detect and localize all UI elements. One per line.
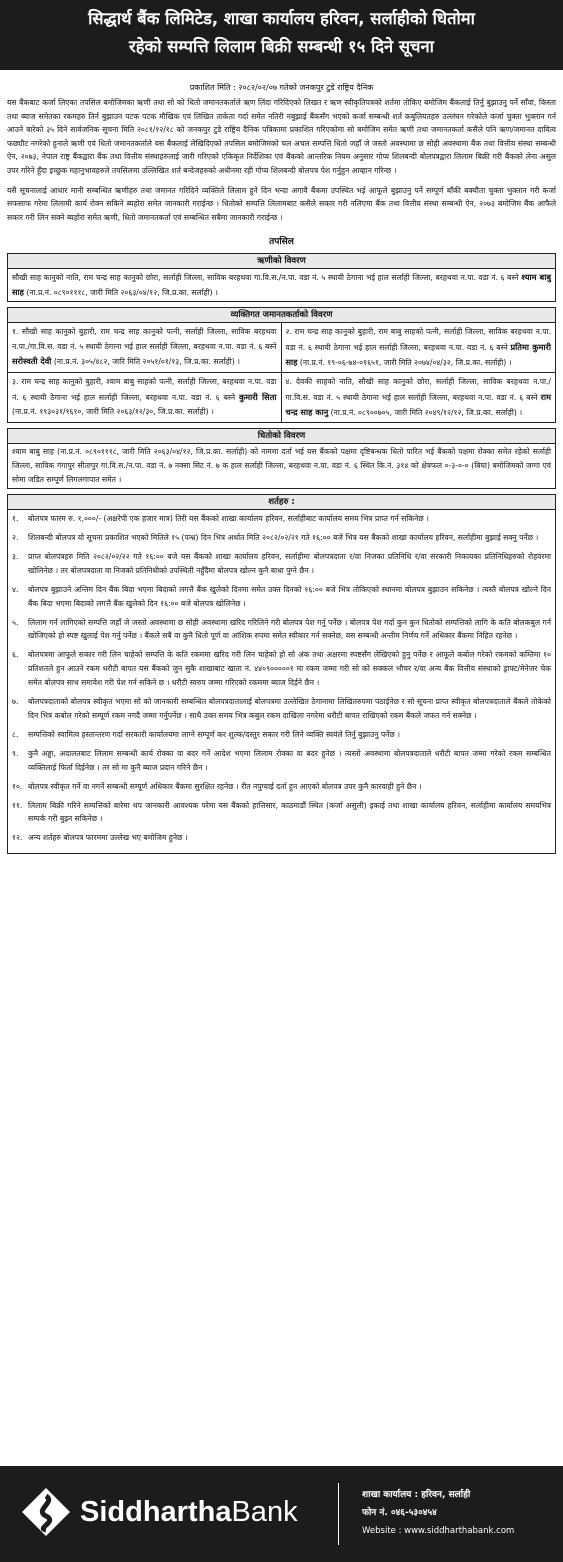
condition-text: बोलपत्र फारम रु. १,०००/- (अक्षरेपी एक हजार मात्र) तिरी यस बैंकको शाखा कार्यालय हरिवन, सर्लाहीबाट कार्यालय समय भित्र प्राप्त गर्न सकिनेछ । xyxy=(28,514,429,524)
condition-item xyxy=(12,512,551,526)
guarantor-pre: ४. देवकी साहको नाति, सौखी साह कानुको छोरा, सर्लाही जिल्ला, साविक बरहथवा न.पा./गा.वि.स. वडा नं. ५ स्थायी ठेगाना भई हाल सर्लाही जिल्ला, बरहथवा न.पा. वडा नं. ६ बस्ने xyxy=(285,377,551,402)
condition-item xyxy=(12,799,551,827)
borrower-post: (ना.प्र.नं. ०८९०१११८, जारी मिति २०६३/०४/१२, जि.प्र.का. सर्लाही) । xyxy=(24,288,218,298)
condition-item xyxy=(12,728,551,742)
notice-footer xyxy=(0,1466,563,1562)
website-link[interactable]: Website : www.siddharthabank.com xyxy=(362,1526,515,1536)
condition-text: प्राप्त बोलपत्रहरु मिति २०८२/०२/२२ गते १६:०० बजे यस बैंकको शाखा कार्यालय हरिवन, सर्लाहीमा बोलपत्रदाता र/वा निजका प्रतिनिधि र/वा सरकारी निकायका प्रतिनिधिहरुको रोहवरमा खोलिनेछ । तर बोलपत्रदाता वा निजको प्रतिनिधीको उपस्थिती नहुँदैमा बोलपत्र खोल्न कुनै बाधा पुग्ने छैन । xyxy=(28,551,551,575)
conditions-heading: शर्तहरु : xyxy=(8,495,555,510)
condition-item xyxy=(12,831,551,845)
condition-number: ५. xyxy=(12,617,19,627)
contact-info xyxy=(362,1486,514,1540)
condition-text: अन्य शर्तहरु बोलपत्र फारममा उल्लेख भए बमोजिम हुनेछ । xyxy=(28,833,188,843)
condition-item xyxy=(12,550,551,578)
condition-item xyxy=(12,531,551,545)
guarantor-name: कुमारी सिता xyxy=(238,391,277,402)
footer-divider xyxy=(338,1483,339,1545)
guarantor-pre: ३. राम चन्द्र साह कानुको बुहारी, श्याम बाबु साहको पत्नी, सर्लाही जिल्ला, बरहथवा न.पा. वडा नं. ६ स्थायी ठेगाना भई हाल सर्लाही जिल्ला, बरहथवा न.पा. वडा नं. ६ बस्ने xyxy=(12,377,277,402)
guarantor-section xyxy=(7,307,556,423)
condition-item xyxy=(12,616,551,644)
condition-item xyxy=(12,695,551,723)
condition-number: ८. xyxy=(12,729,19,739)
publication-date: प्रकाशित मिति : २०८२/०२/०७ गतेको जनकपुर टुडे राष्ट्रिय दैनिक xyxy=(189,83,374,92)
brand-name-bold: Siddhartha xyxy=(80,1496,232,1528)
condition-number: ६. xyxy=(12,650,19,660)
condition-text: बोलपत्र स्वीकृत गर्ने वा नगर्ने सम्बन्धी सम्पूर्ण अधिकार बैंकमा सुरक्षित रहनेछ । रीत नपुग्याई दर्ता हुन आएको बोलपत्र उपर कुनै कारवाही हुने छैन । xyxy=(28,781,422,791)
collateral-section xyxy=(7,428,556,489)
condition-number: ४. xyxy=(12,584,19,594)
branch-office: शाखा कार्यालय : हरिवन, सर्लाही xyxy=(362,1490,471,1500)
condition-text: लिलाम गर्न लागिएको सम्पत्ति जहाँ जे जस्तो अवस्थामा छ सोही अवस्थामा खरिद गरिलिने गरी बोलपत्र पेश गर्नु पर्नेछ । बोलपत्र पेश गर्दा कुन कुन धितोको सम्पत्तिको लागि के कति बोलकबुल गर्न खोजिएको हो स्पष्ट खुलाई पेश गर्नु पर्नेछ । बैंकले सबै वा कुनै धितो पूर्ण वा आंशिक रुपमा समेत स्वीकार गर्न सक्नेछ, यस सम्बन्धी अन्तीम निर्णय गर्ने अधिकार बैंकमा निहित रहनेछ । xyxy=(28,617,551,641)
condition-text: सम्पत्तिको स्वामित्व हस्तान्तरण गर्दा सरकारी कार्यालयमा लाग्ने सम्पूर्ण कर शुल्क/दस्तुर सकार गरी लिने व्यक्ति स्वयंले तिर्नु बुझाउनु पर्नेछ । xyxy=(28,729,400,739)
phone-number: फोन नं. ०४६-५३०४५४ xyxy=(362,1508,437,1518)
notice-title-line2: रहेको सम्पत्ति लिलाम बिक्री सम्बन्धी १५ दिने सूचना xyxy=(129,37,434,56)
intro-paragraph-2: यसै सूचनालाई आधार मानी सम्बन्धित ऋणीहरु तथा जमानत गरिदिने व्यक्तिले लिलाम हुने दिन भन्दा अगावै बैंकमा उपस्थित भई आफूले बुझाउनु पर्ने सम्पूर्ण बाँकी बक्यौता चुक्ता भुक्तान गरी कर्जा सफसाफ गरेमा लिलामी कार्य रोक्न सकिने ब्यहोरा समेत जानकारी गराईन्छ । धितोको सम्पत्ति लिलामबाट कसैले सकार गरी नलिएमा बैंक तथा वित्तीय संस्था सम्बन्धी ऐन, २०७३ बमोजिम बैंक आफैले सकार गरी लिन सक्ने ब्यहोरा समेत ऋणी, धितो जमानतकर्ता एवं सम्बन्धित सबैमा जानकारी गराईन्छ । xyxy=(7,185,556,222)
guarantor-pre: २. राम चन्द्र साह कानुको बुहारी, राम बाबु साहको पत्नी, सर्लाही जिल्ला, साविक बरहथवा न.पा. वडा नं. ६ स्थायी ठेगाना भई हाल सर्लाही जिल्ला, बरहथवा न.पा. वडा नं. ६ बस्ने xyxy=(285,327,551,352)
condition-text: बोलपत्रदाताको बोलपत्र स्वीकृत भएमा सो को जानकारी सम्बन्धित बोलपत्रदातालाई बोलपत्रमा उल्लेखित ठेगानामा लिखितरुपमा पठाईनेछ र सो सूचना प्राप्त स्वीकृत बोलपत्रदाताले बैंकले तोकेको दिन भित्र कबोल गरेको सम्पूर्ण रकम नगदै जम्मा गर्नुपर्नेछ । साथै उक्त समय भित्र कबुल रकम दाखिला नगरेमा धरौटी बापत राखिएको रकम बैंकले जफत गर्न सक्नेछ । xyxy=(28,697,551,720)
condition-number: २. xyxy=(12,533,19,543)
condition-number: १. xyxy=(12,514,19,524)
guarantor-item xyxy=(282,372,556,422)
intro-paragraph-1: यस बैंकबाट कर्जा लिएका तपसिल बमोजिमका ऋणी तथा सो को धितो जमानतकर्ताले ऋण लिंदा गरिदिएको लिखत र ऋण स्वीकृतिपत्रको शर्तमा तोकिए बमोजिम बैंकलाई तिर्नु बुझाउनु पर्ने साँवा, किस्ता तथा ब्याज समेतका रकमहरु तिर्न बुझाउन पटक पटक मौखिक एवं लिखित ताकेता गर्दा समेत नतिरी नबुझाई बैंकसँग भएको कर्जा सम्बन्धी शर्त कबुलियतहरु उल्लंघन गरेकोले कर्जा चुक्ता भुक्तान गर्न आउने बारेको ३५ दिने सार्वजनिक सूचना मिति २०८१/१२/१८ को जनकपुर टुडे राष्ट्रिय दैनिक पत्रिकामा प्रकाशित गरिएकोमा सो बमोजिम समेत ऋणी तथा जमानतकर्ता कसैले पनि ऋण/जमानत दायित्व फछ्यौट नगरेको हुनाले ऋणी एवं धितो जमानतकर्ताले यस बैंकलाई लेखिदिएको तपसिल बमोजिमको चल अचल सम्पत्ति धितो जहाँ जे जस्तो अवस्थामा छ सोही अवस्थामा बैंक तथा वित्तीय संस्था सम्बन्धी ऐन, २०७३, नेपाल राष्ट्र बैंकद्वारा बैंक तथा वित्तीय संस्थाहरुलाई जारी गरिएको एकिकृत निर्देशिका एवं बैंकको आन्तरिक नियम अनुसार गोप्य शिलबन्दी बोलपत्रद्वारा लिलाम बिक्री गरी बैंकको लेना असुल उपर गरिने हुँदा इच्छुक महानुभावहरुले तपसिलमा उल्लिखित शर्त बन्देजहरुको अधीनमा रही गोप्य शिलबन्दी बोलपत्र पेश गर्नुहुन आव्हान गरिन्छ । xyxy=(7,98,556,175)
condition-item xyxy=(12,747,551,775)
condition-item xyxy=(12,583,551,611)
condition-text: बोलपत्रमा आफूले सकार गरी लिन चाहेको सम्पत्ति के कति रकममा खरिद गरी लिन चाहेको हो सो अंक तथा अक्षरमा स्पष्टसँग लेखिएको हुनु पर्नेछ र आफूले कबोल गरेको रकमको कम्तिमा १० प्रतिशतले हुन आउने रकम धरौटी बापत यस बैंकको जुन सुकै शाखाबाट खाता नं. ४४०९०००००१ मा रकम जम्मा गरी सो को सक्कल भौचर र/वा अन्य बैंक वित्तीय संस्थाको ड्राफ्ट/मेनेजर चेक समेत बोलपत्र साथ समावेश गरी पेश गर्न सकिने छ । धरौटी स्वरुप जम्मा गरिएको रकममा ब्याज दिईने छैन । xyxy=(28,650,551,688)
condition-item xyxy=(12,648,551,690)
condition-number: ९. xyxy=(12,748,19,758)
borrower-section xyxy=(7,253,556,302)
condition-text: लिलाम बिक्री गरिने सम्पत्तिको बारेमा थप जानकारी आवश्यक परेमा यस बैंकको हात्तिसार, काठमाडौं स्थित (कर्जा असुली) इकाई तथा शाखा कार्यालय हरिवन, सर्लाहीमा कार्यालय समयभित्र सम्पर्क गरी बुझ्न सकिनेछ । xyxy=(28,800,551,824)
guarantor-name: प्रतिमा कुमारी साह xyxy=(285,341,552,367)
condition-text: शिलबन्दी बोलपत्र यो सूचना प्रकाशित भएको मितिले १५ (पन्ध्र) दिन भित्र अर्थात मिति २०८२/०२/२१ गते १६:०० बजे भित्र यस बैंकको शाखा कार्यालय हरिवन, सर्लाहीमा बुझाई सक्नु पर्नेछ । xyxy=(28,533,539,543)
condition-text: कुनै अड्डा, अदालतबाट लिलाम सम्बन्धी कार्य रोक्का वा बदर गर्ने आदेश भएमा लिलाम रोक्का वा बदर हुनेछ । त्यस्तो अवस्थामा बोलपत्रदाताले धरौटी बापत जम्मा गरेको रकम सम्बन्धित व्यक्तिलाई फिर्ता दिईनेछ । तर सो मा कुनै ब्याज प्रदान गरिने छैन । xyxy=(28,748,551,772)
notice-title-line1: सिद्धार्थ बैंक लिमिटेड, शाखा कार्यालय हरिवन, सर्लाहीको धितोमा xyxy=(88,9,475,28)
tapsil-heading: तपसिल xyxy=(269,237,294,248)
guarantor-post: (ना.प्र.नं. १९३०३१/१६१०, जारी मिति २०६३/१२/३०, जि.प्र.का. सर्लाही) । xyxy=(12,406,214,416)
borrower-details xyxy=(8,269,555,301)
condition-item xyxy=(12,780,551,794)
condition-text: बोलपत्र बुझाउने अन्तिम दिन बैंक बिदा भएमा बिदाको लगत्तै बैंक खुलेको दिनमा समेत उक्त दिनको १६:०० बजे भित्र तोकिएको स्थानमा बोलपत्र बुझाउन सकिनेछ । त्यस्तै बोलपत्र खोल्ने दिन बैंक बिदा भएमा बिदाको लगत्तै बैंक खुलेको दिन १६:०० बजे बोलपत्र खोलिनेछ । xyxy=(28,584,551,608)
notice-header xyxy=(0,0,563,70)
siddhartha-logo-icon xyxy=(20,1486,72,1538)
condition-number: ३. xyxy=(12,551,19,561)
brand-name-regular: Bank xyxy=(231,1496,298,1528)
borrower-name: श्याम बाबु साह xyxy=(12,272,551,298)
brand-name xyxy=(80,1496,298,1529)
guarantor-post: (ना.प्र.नं. ३०५/४८२, जारि मिति २०५१/०१/१३, जि.प्र.का. सर्लाही) । xyxy=(51,356,240,366)
condition-number: ७. xyxy=(12,697,19,707)
conditions-list xyxy=(8,510,555,853)
guarantor-post: (ना.प्र.नं. ०८९००७०५, जारी मिति २०४९/१२/१२, जि.प्र.का. सर्लाही) । xyxy=(328,407,523,417)
guarantor-item xyxy=(8,372,282,422)
condition-number: ११. xyxy=(12,800,23,810)
condition-number: १२. xyxy=(12,833,23,843)
guarantor-item xyxy=(8,323,282,372)
conditions-section xyxy=(7,494,556,854)
guarantor-pre: १. सौखी साह कानुको बुहारी, राम चन्द्र साह कानुको पत्नी, सर्लाही जिल्ला, साविक बरहथवा न.पा./गा.वि.स. वडा नं. ५ स्थायी ठेगाना भई हाल सर्लाही जिल्ला, बरहथवा न.पा. वडा नं. ६ बस्ने xyxy=(12,327,277,351)
borrower-pre: सौखी साह कानुको नाति, राम चन्द्र साह कानुको छोरा, सर्लाही जिल्ला, साविक बरहथवा गा.वि.स./न.पा. वडा नं. ५ स्थायी ठेगाना भई हाल सर्लाही जिल्ला, बरहथवा न.पा. वडा नं. ६ बस्ने xyxy=(12,273,522,283)
guarantor-item xyxy=(282,323,556,372)
guarantor-post: (ना.प्र.नं. १९-०६-७४-०१६५१, जारी मिति २०७४/०४/३२, जि.प्र.का. सर्लाही) । xyxy=(297,357,512,367)
guarantor-heading: व्यक्तिगत जमानतकर्ताको विवरण xyxy=(8,308,555,323)
guarantor-grid xyxy=(8,323,555,422)
collateral-heading: धितोको विवरण xyxy=(8,429,555,444)
borrower-heading: ऋणीको विवरण xyxy=(8,254,555,269)
condition-number: १०. xyxy=(12,781,23,791)
guarantor-name: राम चन्द्र साह कानु xyxy=(285,391,551,417)
notice-body xyxy=(0,82,563,854)
guarantor-name: सरोस्वती देवी xyxy=(12,355,52,366)
collateral-details: श्याम बाबु साह (ना.प्र.नं. ०८९०१११८, जारी मिति २०६३/०४/१२, जि.प्र.का. सर्लाही) को नाममा दर्ता भई यस बैंकको पक्षमा दृष्टिबन्धक धितो पारित भई बैंकको पक्षमा रोक्का समेत रहेको सर्लाही जिल्ला, साविक गंगापुर सीतापुर गा.वि.स./न.पा. वडा नं. ७ नक्सा सिट नं. ७ क हाल सर्लाही जिल्ला, बरहथवा न.पा. वडा नं. ६ स्थित कि.नं. ३१४ को क्षेत्रफल ०-३-०-० (बिघा) बमोजिमको जग्गा एवं सोमा जडित सम्पूर्ण लिगलगापात समेत । xyxy=(12,447,551,485)
